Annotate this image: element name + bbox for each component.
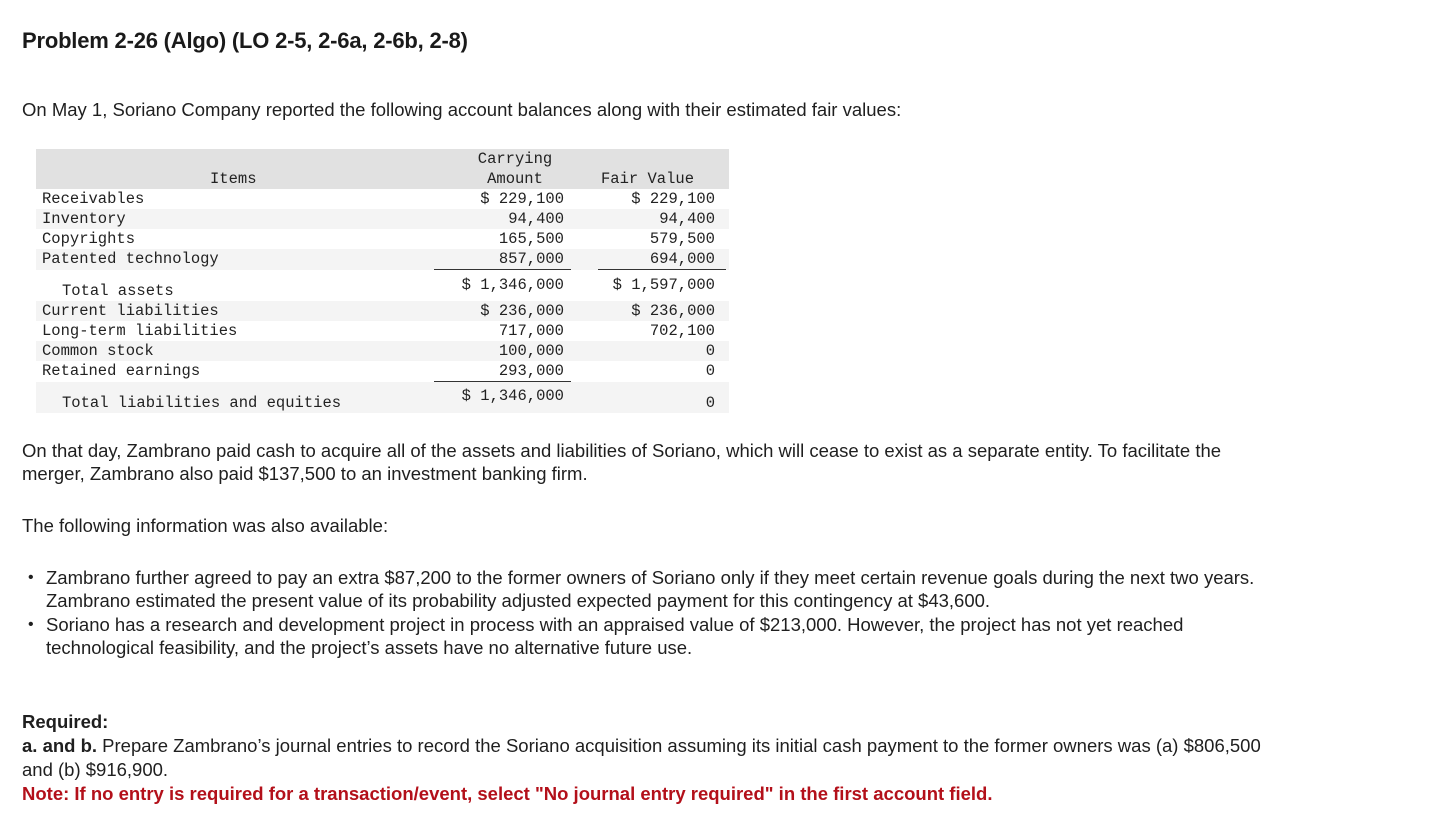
required-label: a. and b.	[22, 735, 98, 756]
row-item: Inventory	[42, 210, 126, 228]
row-item: Copyrights	[42, 230, 136, 248]
balances-table	[36, 149, 729, 413]
row-carrying: 717,000	[498, 322, 564, 340]
header-carrying-line2: Amount	[487, 170, 543, 188]
intro-paragraph: On May 1, Soriano Company reported the following account balances along with their estimated fair values:	[22, 99, 902, 120]
row-carrying: $ 236,000	[480, 302, 564, 320]
header-carrying-line1: Carrying	[477, 150, 553, 168]
header-fair-value: Fair Value	[601, 170, 695, 188]
row-carrying: 293,000	[498, 362, 564, 380]
bullet-text: Soriano has a research and development project in process with an appraised value of $213,000. However, the project has not yet reached technological feasibility, and the project’s assets have no alternative future use.	[46, 614, 1184, 658]
row-item: Common stock	[42, 342, 154, 360]
table-row	[36, 341, 729, 361]
table-header-row	[36, 149, 729, 189]
row-carrying: 165,500	[498, 230, 564, 248]
table-row	[36, 189, 729, 209]
row-carrying: 857,000	[498, 250, 564, 268]
info-bullet-list	[22, 566, 1282, 660]
row-carrying: 94,400	[508, 210, 564, 228]
bullet-text: Zambrano further agreed to pay an extra $87,200 to the former owners of Soriano only if they meet certain revenue goals during the next two years. Zambrano estimated the present value of its probability adjusted expected payment for this contingency at $43,600.	[46, 567, 1255, 611]
row-item: Receivables	[42, 190, 145, 208]
table-row	[36, 301, 729, 321]
info-paragraph: The following information was also available:	[22, 515, 389, 536]
row-fair-value: 0	[705, 362, 715, 380]
row-fair-value: $ 236,000	[631, 302, 715, 320]
table-row	[36, 361, 729, 382]
header-carrying-amount	[460, 149, 570, 189]
row-fair-value: 694,000	[649, 250, 715, 268]
table-row	[36, 209, 729, 229]
problem-title: Problem 2-26 (Algo) (LO 2-5, 2-6a, 2-6b, 2-8)	[22, 28, 468, 53]
row-item: Total assets	[62, 282, 174, 300]
header-items: Items	[210, 170, 257, 188]
required-section	[22, 710, 1282, 806]
row-item: Total liabilities and equities	[62, 394, 342, 412]
row-fair-value: 702,100	[649, 322, 715, 340]
required-heading: Required:	[22, 711, 109, 732]
row-carrying: $ 1,346,000	[461, 276, 564, 294]
row-item: Retained earnings	[42, 362, 201, 380]
bullet-icon: •	[28, 616, 34, 633]
table-row-total	[36, 382, 729, 413]
row-carrying: 100,000	[498, 342, 564, 360]
table-row	[36, 229, 729, 249]
row-item: Current liabilities	[42, 302, 219, 320]
merger-paragraph: On that day, Zambrano paid cash to acquire all of the assets and liabilities of Soriano, which will cease to exist as a separate entity. To facilitate the merger, Zambrano also paid $137,500 to an investment banking firm.	[22, 440, 1222, 484]
list-item	[22, 566, 1282, 612]
required-note: Note: If no entry is required for a transaction/event, select "No journal entry required" in the first account field.	[22, 783, 993, 804]
row-item: Patented technology	[42, 250, 219, 268]
row-fair-value: 0	[705, 342, 715, 360]
table-row-total	[36, 270, 729, 301]
row-fair-value: $ 229,100	[631, 190, 715, 208]
required-text: Prepare Zambrano’s journal entries to record the Soriano acquisition assuming its initial cash payment to the former owners was (a) $806,500 and (b) $916,900.	[22, 735, 1261, 780]
row-carrying: $ 229,100	[480, 190, 564, 208]
row-fair-value: $ 1,597,000	[612, 276, 715, 294]
row-fair-value: 0	[705, 394, 715, 412]
table-row	[36, 249, 729, 270]
row-carrying: $ 1,346,000	[461, 387, 564, 405]
bullet-icon: •	[28, 569, 34, 586]
row-fair-value: 94,400	[659, 210, 715, 228]
row-item: Long-term liabilities	[42, 322, 238, 340]
row-fair-value: 579,500	[649, 230, 715, 248]
table-row	[36, 321, 729, 341]
list-item	[22, 613, 1282, 659]
